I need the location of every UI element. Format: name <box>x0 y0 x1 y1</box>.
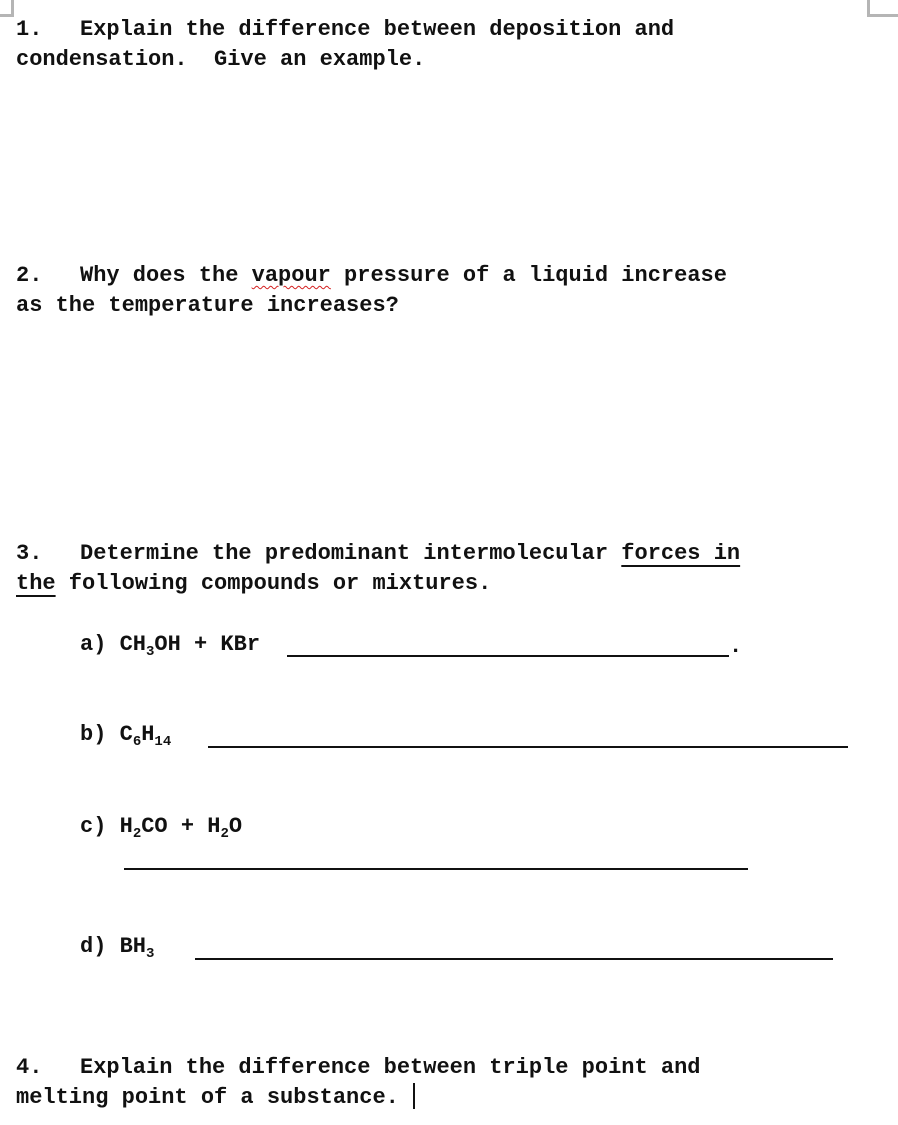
answer-line-a[interactable] <box>287 655 729 657</box>
item-c: c) $H_2CO + H_2O$ <box>80 814 243 842</box>
question-2-number: 2. <box>16 263 43 288</box>
question-4-number: 4. <box>16 1055 43 1080</box>
question-3-number: 3. <box>16 541 43 566</box>
page-corner-top-right <box>867 0 898 17</box>
question-1-line-2: condensation. Give an example. <box>16 47 426 72</box>
question-4-line-2: melting point of a substance. <box>16 1083 415 1113</box>
question-2-line-2: as the temperature increases? <box>16 293 399 318</box>
answer-line-d[interactable] <box>195 958 833 960</box>
question-1-number: 1. <box>16 17 43 42</box>
question-3-line-2: the following compounds or mixtures. <box>16 571 492 596</box>
question-1-line-1: 1. Explain the difference between deposition and <box>16 15 674 45</box>
item-a-period: . <box>729 634 743 659</box>
page-corner-top-left <box>0 0 14 17</box>
spellcheck-word[interactable]: vapour <box>251 263 331 288</box>
answer-line-c[interactable] <box>124 868 748 870</box>
item-b: b) $C_6H_{14}$ <box>80 722 172 750</box>
text-cursor <box>413 1083 415 1109</box>
question-2-line-1: 2. Why does the vapour pressure of a liquid increase <box>16 261 727 291</box>
question-4-line-1: 4. Explain the difference between triple point and <box>16 1053 701 1083</box>
answer-line-b[interactable] <box>208 746 848 748</box>
question-3-line-1: 3. Determine the predominant intermolecular forces in <box>16 539 740 569</box>
item-a: a) $CH_3OH$ + KBr <box>80 632 261 660</box>
item-d: d) $BH_3$ <box>80 934 155 962</box>
